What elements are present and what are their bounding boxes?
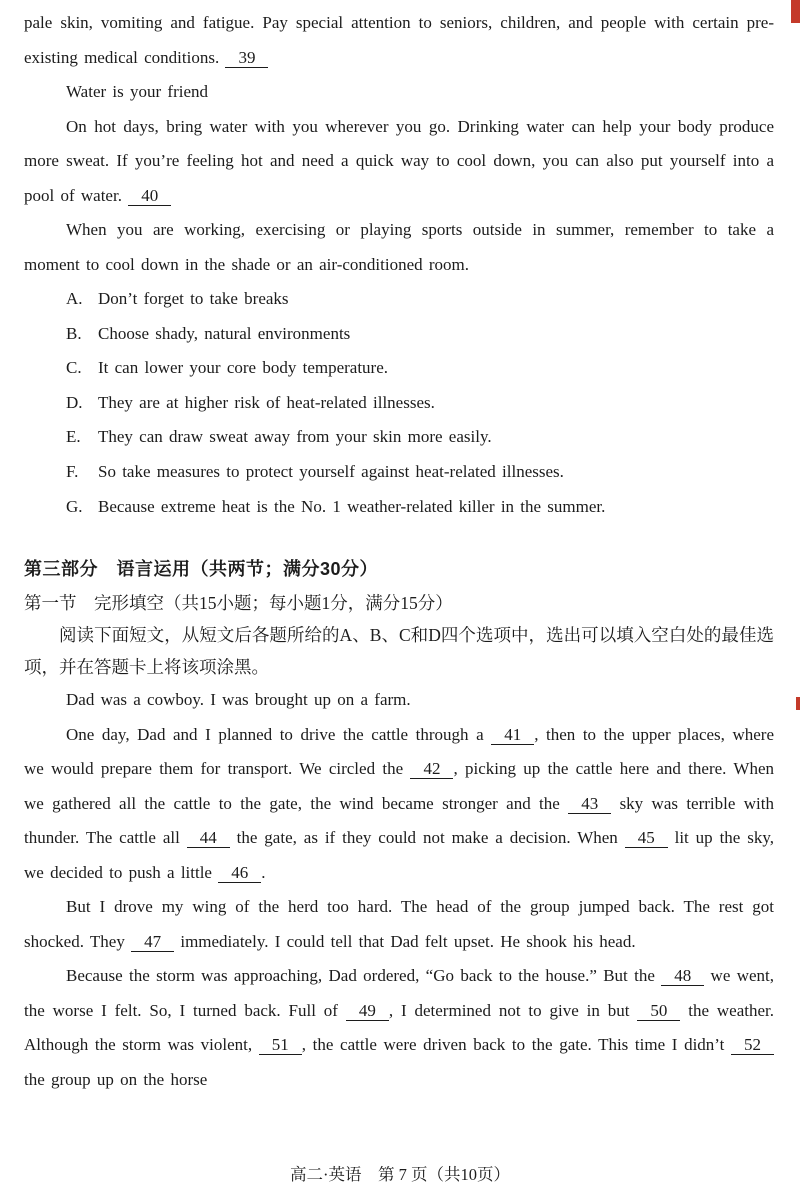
blank-50: 50 (637, 1001, 680, 1021)
option-letter: D. (66, 392, 83, 412)
paragraph-outdoor: When you are working, exercising or playing sports outside in summer, remember to take a moment to cool down in the shade or an air-conditioned room. (24, 220, 774, 274)
option-letter: E. (66, 427, 81, 447)
blank-46: 46 (218, 863, 261, 883)
option-letter: B. (66, 323, 82, 343)
blank-39: 39 (225, 48, 268, 68)
option-d: D. They are at higher risk of heat-related illnesses. (24, 386, 774, 421)
page-footer: 高二·英语 第 7 页（共10页） (290, 1165, 510, 1184)
scan-red-mark-top (791, 0, 800, 23)
blank-41: 41 (491, 725, 534, 745)
paragraph-herd: But I drove my wing of the herd too hard. The head of the group jumped back. The rest got shocked. They 47 immediately. I could tell that Dad felt upset. He shook his head. (24, 897, 774, 951)
scan-red-mark-middle (796, 697, 800, 710)
blank-51: 51 (259, 1035, 302, 1055)
section-three-heading: 第三部分 语言运用（共两节；满分30分） (24, 559, 379, 580)
option-letter: G. (66, 496, 83, 516)
paragraph-dad-cowboy: Dad was a cowboy. I was brought up on a farm. (66, 690, 411, 710)
paragraph-water-subtitle: Water is your friend (66, 82, 208, 101)
blank-47: 47 (131, 932, 174, 952)
blank-43: 43 (568, 794, 611, 814)
option-c: C. It can lower your core body temperature. (24, 351, 774, 386)
option-letter: C. (66, 358, 82, 378)
section-one-subheading: 第一节 完形填空（共15小题；每小题1分，满分15分） (24, 593, 453, 614)
option-f: F. So take measures to protect yourself against heat-related illnesses. (24, 455, 774, 490)
blank-42: 42 (410, 759, 453, 779)
blank-52: 52 (731, 1035, 774, 1055)
paragraph-one-day: One day, Dad and I planned to drive the cattle through a 41 , then to the upper places, where we would prepare them for transport. We circled the 42 , picking up the cattle here and there. When we gathered all the cattle to the gate, the wind became stronger and the 43 sky was terrible with thunder. The cattle all 44 the gate, as if they could not make a decision. When 45 lit up the sky, we decided to push a little 46 . (24, 724, 775, 882)
blank-40: 40 (128, 186, 171, 206)
paragraph-continuation: pale skin, vomiting and fatigue. Pay special attention to seniors, children, and people with certain pre-existing medical conditions. 39 (24, 13, 774, 67)
option-b: B. Choose shady, natural environments (24, 317, 774, 352)
cloze-instructions: 阅读下面短文，从短文后各题所给的A、B、C和D四个选项中，选出可以填入空白处的最佳选项，并在答题卡上将该项涂黑。 (24, 625, 774, 677)
blank-49: 49 (346, 1001, 389, 1021)
option-letter: F. (66, 461, 79, 481)
option-a: A. Don’t forget to take breaks (24, 282, 774, 317)
blank-48: 48 (661, 966, 704, 986)
blank-44: 44 (187, 828, 230, 848)
option-g: G. Because extreme heat is the No. 1 weather-related killer in the summer. (24, 490, 774, 525)
blank-45: 45 (625, 828, 668, 848)
document-body (24, 6, 774, 1097)
option-e: E. They can draw sweat away from your skin more easily. (24, 420, 774, 455)
paragraph-storm: Because the storm was approaching, Dad ordered, “Go back to the house.” But the 48 we went, the worse I felt. So, I turned back. Full of 49 , I determined not to give in but 50 the weather. Although the storm was violent, 51 , the cattle were driven back to the gate. This time I didn’t 52 the group up on the horse (24, 966, 774, 1089)
paragraph-water-body: On hot days, bring water with you wherever you go. Drinking water can help your body produce more sweat. If you’re feeling hot and need a quick way to cool down, you can also put yourself into a pool of water. 40 (24, 116, 774, 205)
option-letter: A. (66, 289, 83, 308)
